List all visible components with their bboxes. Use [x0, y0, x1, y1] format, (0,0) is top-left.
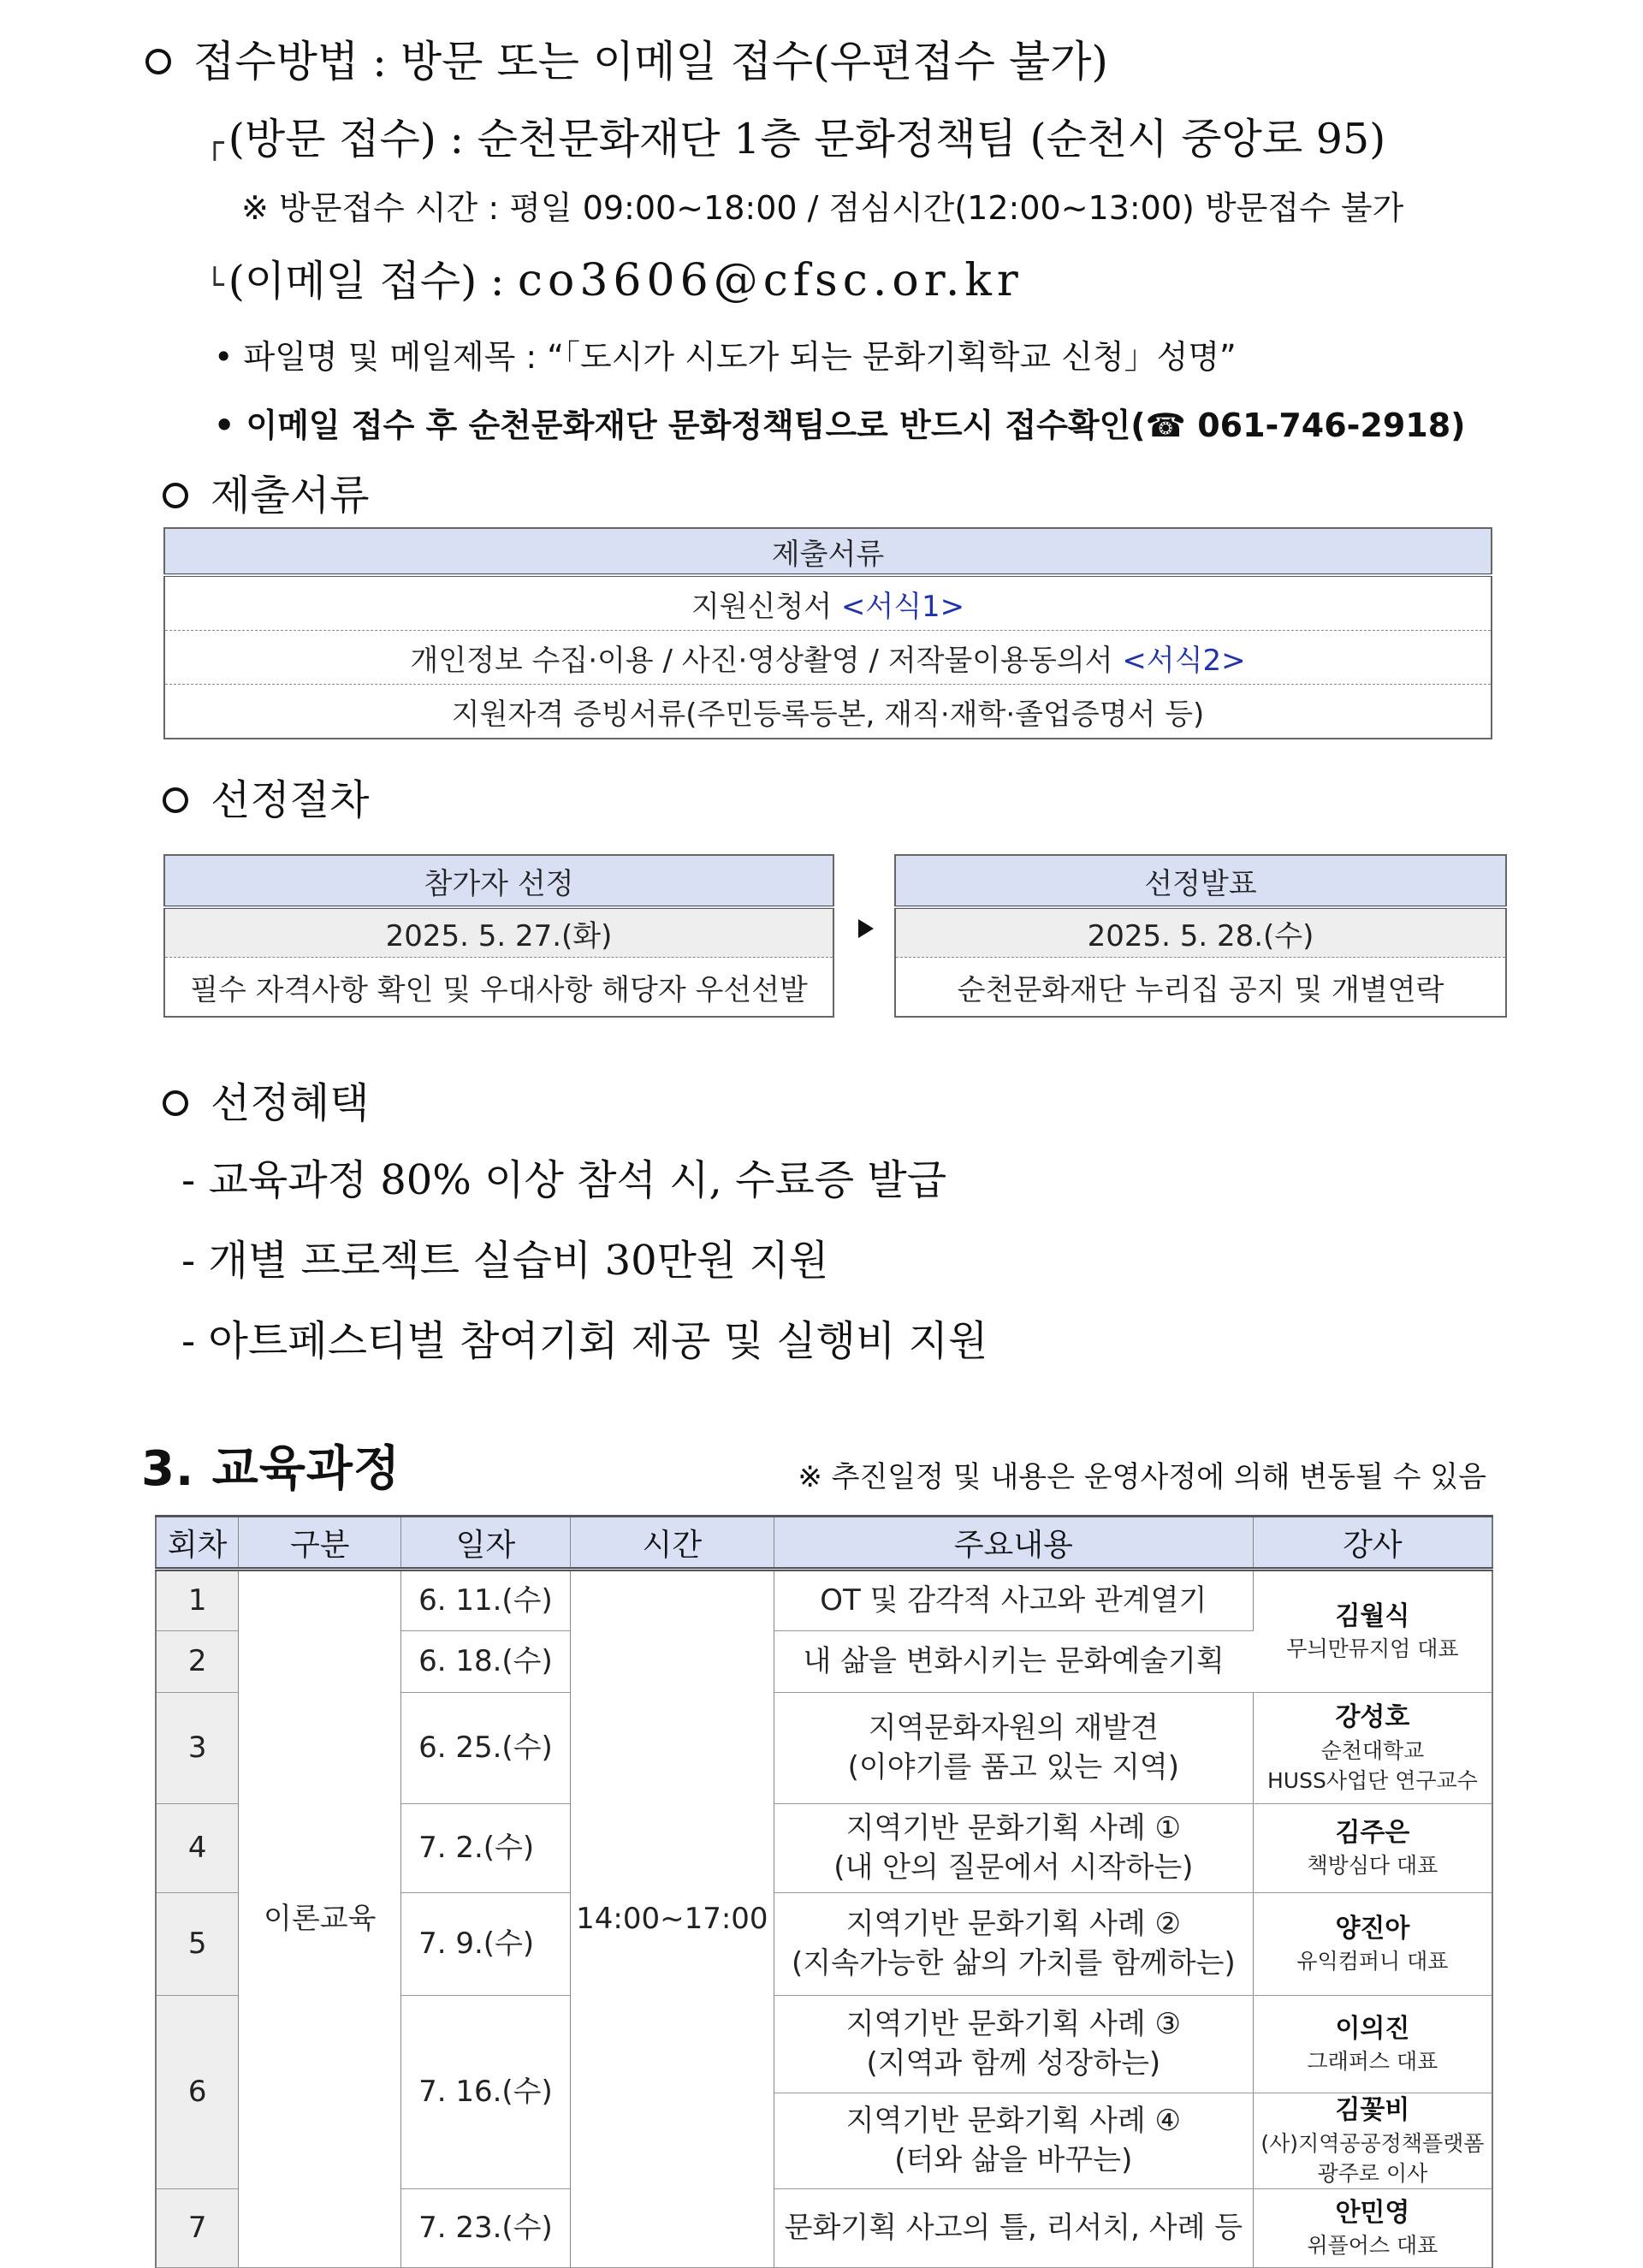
- col-header: 구분: [239, 1517, 401, 1570]
- instructor-name: 김꽃비: [1335, 2095, 1410, 2126]
- step-date: 2025. 5. 28.(수): [895, 907, 1506, 958]
- session-no: 5: [156, 1893, 239, 1996]
- session-content: 지역기반 문화기획 사례 ④ (터와 삶을 바꾸는): [774, 2093, 1253, 2189]
- arrow-right-icon: [858, 919, 874, 938]
- session-date: 7. 23.(수): [401, 2189, 571, 2268]
- documents-heading: 제출서류: [163, 462, 369, 521]
- instructor-name: 김주은: [1335, 1817, 1410, 1848]
- benefit-item: - 개별 프로젝트 실습비 30만원 지원: [181, 1237, 829, 1285]
- step-desc: 필수 자격사항 확인 및 우대사항 해당자 우선선발: [190, 972, 808, 1007]
- circle-bullet-icon: [163, 1090, 188, 1116]
- document-row: 개인정보 수집·이용 / 사진·영상촬영 / 저작물이용동의서 <서식2>: [164, 631, 1492, 685]
- session-no: 1: [156, 1570, 239, 1631]
- session-content: OT 및 감각적 사고와 관계열기: [774, 1570, 1253, 1631]
- instructor-cell: [1253, 2093, 1492, 2189]
- visit-line: ┌ (방문 접수) : 순천문화재단 1층 문화정책팀 (순천시 중앙로 95): [205, 115, 1386, 163]
- form-ref: <서식2>: [1122, 643, 1246, 678]
- method-heading: 접수방법 : 방문 또는 이메일 접수(우편접수 불가): [145, 27, 1108, 89]
- session-date: 6. 18.(수): [401, 1631, 571, 1693]
- col-header: 시간: [570, 1517, 774, 1570]
- course-header-row: [156, 1517, 1492, 1570]
- instructor-role: 유익컴퍼니 대표: [1296, 1949, 1449, 1974]
- instructor-cell: [1253, 1570, 1492, 1693]
- instructor-name: 양진아: [1335, 1913, 1410, 1944]
- session-no: 3: [156, 1693, 239, 1804]
- instructor-name: 강성호: [1335, 1702, 1410, 1733]
- selection-heading: 선정절차: [163, 767, 369, 826]
- selection-step-1: [163, 854, 834, 1018]
- instructor-role: 광주로 이사: [1317, 2160, 1428, 2186]
- table-row: [156, 1570, 1492, 1631]
- col-header: 일자: [401, 1517, 571, 1570]
- session-content: 지역기반 문화기획 사례 ① (내 안의 질문에서 시작하는): [774, 1804, 1253, 1893]
- step-title: 참가자 선정: [164, 855, 833, 907]
- instructor-role: (사)지역공공정책플랫폼: [1260, 2130, 1485, 2156]
- course-table: [155, 1515, 1493, 2268]
- session-content: 문화기획 사고의 틀, 리서치, 사례 등: [774, 2189, 1253, 2268]
- instructor-role: 무늬만뮤지엄 대표: [1286, 1636, 1459, 1662]
- document-row: 지원신청서 <서식1>: [164, 575, 1492, 631]
- email-address: co3606@cfsc.or.kr: [517, 255, 1023, 306]
- instructor-role: HUSS사업단 연구교수: [1267, 1767, 1478, 1793]
- form-ref: <서식1>: [840, 589, 965, 624]
- instructor-cell: [1253, 1693, 1492, 1804]
- instructor-cell: [1253, 1996, 1492, 2093]
- documents-table-header: 제출서류: [164, 528, 1492, 575]
- session-date: 7. 9.(수): [401, 1893, 571, 1996]
- circle-bullet-icon: [163, 483, 188, 508]
- instructor-role: 책방심다 대표: [1307, 1853, 1438, 1879]
- instructor-name: 안민영: [1335, 2197, 1410, 2228]
- session-date: 7. 16.(수): [401, 1996, 571, 2189]
- instructor-cell: [1253, 1893, 1492, 1996]
- instructor-name: 이의진: [1335, 2013, 1410, 2044]
- step-title: 선정발표: [895, 855, 1506, 907]
- session-no: 7: [156, 2189, 239, 2268]
- session-no: 2: [156, 1631, 239, 1693]
- step-desc: 순천문화재단 누리집 공지 및 개별연락: [957, 972, 1444, 1007]
- session-content: 지역문화자원의 재발견 (이야기를 품고 있는 지역): [774, 1693, 1253, 1804]
- instructor-role: 그래퍼스 대표: [1307, 2049, 1438, 2075]
- col-header: 주요내용: [774, 1517, 1253, 1570]
- session-date: 6. 11.(수): [401, 1570, 571, 1631]
- course-section-title: 3. 교육과정: [141, 1441, 401, 1497]
- instructor-name: 김월식: [1335, 1600, 1410, 1631]
- circle-bullet-icon: [145, 49, 171, 74]
- col-header: 강사: [1253, 1517, 1492, 1570]
- category-cell: 이론교육: [239, 1570, 401, 2268]
- session-content: 지역기반 문화기획 사례 ② (지속가능한 삶의 가치를 함께하는): [774, 1893, 1253, 1996]
- filename-bullet: • 파일명 및 메일제목 : “「도시가 시도가 되는 문화기획학교 신청」성명”: [214, 338, 1237, 376]
- benefits-heading: 선정혜택: [163, 1070, 369, 1129]
- instructor-role: 순천대학교: [1320, 1737, 1425, 1763]
- instructor-role: 위플어스 대표: [1307, 2233, 1438, 2259]
- session-no: 6: [156, 1996, 239, 2189]
- visit-time-note: ※ 방문접수 시간 : 평일 09:00~18:00 / 점심시간(12:00~13:00) 방문접수 불가: [241, 189, 1404, 227]
- session-date: 6. 25.(수): [401, 1693, 571, 1804]
- circle-bullet-icon: [163, 787, 188, 813]
- benefit-item: - 교육과정 80% 이상 참석 시, 수료증 발급: [181, 1156, 947, 1204]
- session-no: 4: [156, 1804, 239, 1893]
- document-row: 지원자격 증빙서류(주민등록등본, 재직·재학·졸업증명서 등): [451, 697, 1205, 732]
- course-note: ※ 추진일정 및 내용은 운영사정에 의해 변동될 수 있음: [798, 1460, 1486, 1494]
- col-header: 회차: [156, 1517, 239, 1570]
- benefit-item: - 아트페스티벌 참여기회 제공 및 실행비 지원: [181, 1317, 988, 1365]
- instructor-cell: [1253, 2189, 1492, 2268]
- email-line: └ (이메일 접수) : co3606@cfsc.or.kr: [205, 255, 1023, 306]
- selection-step-2: [894, 854, 1507, 1018]
- time-cell: 14:00~17:00: [570, 1570, 774, 2268]
- confirm-bullet: • 이메일 접수 후 순천문화재단 문화정책팀으로 반드시 접수확인(☎ 061-746-2918): [214, 407, 1466, 444]
- session-content: 지역기반 문화기획 사례 ③ (지역과 함께 성장하는): [774, 1996, 1253, 2093]
- session-content: 내 삶을 변화시키는 문화예술기획: [774, 1631, 1253, 1693]
- documents-table: [163, 527, 1492, 739]
- step-date: 2025. 5. 27.(화): [164, 907, 833, 958]
- instructor-cell: [1253, 1804, 1492, 1893]
- session-date: 7. 2.(수): [401, 1804, 571, 1893]
